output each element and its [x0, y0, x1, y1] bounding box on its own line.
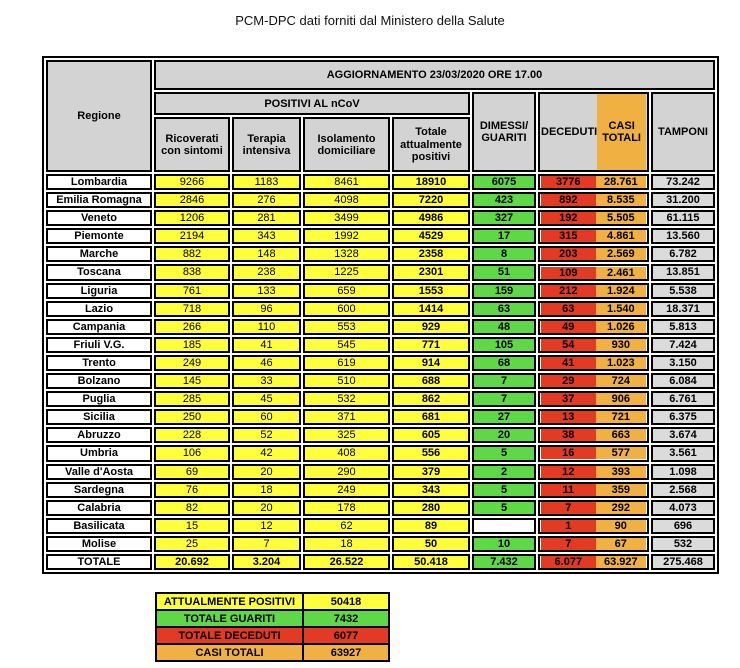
table-row: [46, 228, 715, 244]
region-cell: Trento: [46, 355, 152, 371]
deceduti-casi-cell: [538, 445, 649, 461]
covid-regions-table: [42, 56, 719, 574]
positivi-group-header: POSITIVI AL nCoV: [154, 92, 470, 115]
ricoverati-cell: 2194: [154, 228, 230, 244]
table-row: [46, 500, 715, 516]
casi-totali-cell: 4.861: [596, 230, 646, 242]
terapia-cell: 42: [232, 445, 301, 461]
isolamento-cell: 408: [303, 445, 390, 461]
tamponi-cell: 13.560: [651, 228, 715, 244]
summary-label: TOTALE DECEDUTI: [156, 627, 303, 644]
region-cell: Sardegna: [46, 482, 152, 498]
terapia-cell: 52: [232, 427, 301, 443]
deceduti-cell: 203: [541, 248, 596, 260]
ricoverati-cell: 1206: [154, 210, 230, 226]
ricoverati-cell: 228: [154, 427, 230, 443]
update-header: AGGIORNAMENTO 23/03/2020 ORE 17.00: [154, 60, 715, 90]
region-cell: Molise: [46, 536, 152, 552]
dimessi-guariti-cell: 68: [472, 355, 536, 371]
deceduti-casi-cell: [538, 301, 649, 317]
region-cell: Liguria: [46, 283, 152, 299]
table-row: [46, 409, 715, 425]
tamponi-cell: 3.561: [651, 445, 715, 461]
deceduti-cell: 7: [541, 538, 596, 550]
ricoverati-cell: 2846: [154, 192, 230, 208]
isolamento-cell: 8461: [303, 174, 390, 190]
isolamento-cell: 249: [303, 482, 390, 498]
totale-row: [46, 554, 715, 570]
table-row: [46, 210, 715, 226]
region-cell: Calabria: [46, 500, 152, 516]
deceduti-casi-cell: [538, 464, 649, 480]
isolamento-cell: 325: [303, 427, 390, 443]
table-row: [46, 319, 715, 335]
totale-positivi-cell: 688: [392, 373, 470, 389]
isolamento-cell: 178: [303, 500, 390, 516]
casi-totali-cell: 8.535: [596, 194, 646, 206]
deceduti-casi-cell: [538, 210, 649, 226]
ricoverati-cell: 20.692: [154, 554, 230, 570]
casi-totali-cell: 5.505: [596, 212, 646, 224]
ricoverati-cell: 761: [154, 283, 230, 299]
casi-totali-cell: 63.927: [596, 556, 646, 568]
dimessi-guariti-cell: 17: [472, 228, 536, 244]
terapia-cell: 3.204: [232, 554, 301, 570]
terapia-cell: 7: [232, 536, 301, 552]
isolamento-cell: 600: [303, 301, 390, 317]
deceduti-cell: 1: [541, 520, 596, 532]
tamponi-cell: 3.674: [651, 427, 715, 443]
region-cell: Umbria: [46, 445, 152, 461]
ricoverati-cell: 25: [154, 536, 230, 552]
isolamento-cell: 62: [303, 518, 390, 534]
table-row: [46, 518, 715, 534]
dimessi-guariti-cell: 20: [472, 427, 536, 443]
deceduti-casi-cell: [538, 409, 649, 425]
deceduti-casi-cell: [538, 536, 649, 552]
deceduti-cell: 892: [541, 194, 596, 206]
isolamento-cell: 1992: [303, 228, 390, 244]
tamponi-cell: 6.761: [651, 391, 715, 407]
tamponi-cell: 275.468: [651, 554, 715, 570]
deceduti-casi-cell: [538, 246, 649, 262]
deceduti-cell: 37: [541, 393, 596, 405]
table-row: [46, 427, 715, 443]
ricoverati-cell: 82: [154, 500, 230, 516]
region-cell: Basilicata: [46, 518, 152, 534]
region-cell: Emilia Romagna: [46, 192, 152, 208]
ricoverati-cell: 285: [154, 391, 230, 407]
tamponi-cell: 532: [651, 536, 715, 552]
region-cell: Piemonte: [46, 228, 152, 244]
table-row: [46, 301, 715, 317]
ricoverati-header: Ricoverati con sintomi: [154, 117, 230, 172]
deceduti-header: DECEDUTI: [541, 94, 597, 170]
terapia-cell: 12: [232, 518, 301, 534]
dimessi-guariti-header: DIMESSI/ GUARITI: [472, 92, 536, 172]
ricoverati-cell: 882: [154, 246, 230, 262]
casi-totali-cell: 1.026: [596, 321, 646, 333]
table-row: [46, 445, 715, 461]
deceduti-casi-cell: [538, 500, 649, 516]
table-row: [46, 246, 715, 262]
totale-positivi-cell: 379: [392, 464, 470, 480]
tamponi-cell: 6.782: [651, 246, 715, 262]
ricoverati-cell: 250: [154, 409, 230, 425]
summary-label: TOTALE GUARITI: [156, 610, 303, 627]
terapia-cell: 45: [232, 391, 301, 407]
casi-totali-header: CASI TOTALI: [597, 94, 646, 170]
deceduti-cell: 6.077: [541, 556, 596, 568]
ricoverati-cell: 185: [154, 337, 230, 353]
totale-positivi-cell: 89: [392, 518, 470, 534]
dimessi-guariti-cell: 5: [472, 482, 536, 498]
tamponi-cell: 13.851: [651, 264, 715, 280]
table-row: [46, 373, 715, 389]
terapia-intensiva-header: Terapia intensiva: [232, 117, 301, 172]
dimessi-guariti-cell: 5: [472, 500, 536, 516]
summary-row: [156, 627, 389, 644]
dimessi-guariti-cell: [472, 518, 536, 534]
dimessi-guariti-cell: 63: [472, 301, 536, 317]
deceduti-casi-cell: [538, 518, 649, 534]
casi-totali-cell: 393: [596, 466, 646, 478]
isolamento-cell: 371: [303, 409, 390, 425]
totale-positivi-cell: 771: [392, 337, 470, 353]
terapia-cell: 343: [232, 228, 301, 244]
deceduti-casi-header: [538, 92, 649, 172]
deceduti-casi-cell: [538, 174, 649, 190]
casi-totali-cell: 2.461: [596, 267, 646, 279]
terapia-cell: 148: [232, 246, 301, 262]
ricoverati-cell: 249: [154, 355, 230, 371]
terapia-cell: 20: [232, 500, 301, 516]
casi-totali-cell: 90: [596, 520, 646, 532]
deceduti-cell: 315: [541, 230, 596, 242]
region-cell: Lombardia: [46, 174, 152, 190]
casi-totali-cell: 1.023: [596, 357, 646, 369]
ricoverati-cell: 15: [154, 518, 230, 534]
terapia-cell: 276: [232, 192, 301, 208]
isolamento-header: Isolamento domiciliare: [303, 117, 390, 172]
casi-totali-cell: 663: [596, 429, 646, 441]
dimessi-guariti-cell: 5: [472, 445, 536, 461]
terapia-cell: 238: [232, 264, 301, 280]
deceduti-casi-cell: [538, 283, 649, 299]
region-cell: Veneto: [46, 210, 152, 226]
casi-totali-cell: 930: [596, 339, 646, 351]
summary-value: 6077: [303, 627, 389, 644]
dimessi-guariti-cell: 7: [472, 373, 536, 389]
deceduti-cell: 7: [541, 502, 596, 514]
totale-positivi-cell: 556: [392, 445, 470, 461]
isolamento-cell: 26.522: [303, 554, 390, 570]
deceduti-cell: 3776: [541, 176, 596, 188]
ricoverati-cell: 9266: [154, 174, 230, 190]
summary-value: 50418: [303, 593, 389, 610]
totale-positivi-cell: 2358: [392, 246, 470, 262]
totale-positivi-cell: 280: [392, 500, 470, 516]
dimessi-guariti-cell: 105: [472, 337, 536, 353]
dimessi-guariti-cell: 423: [472, 192, 536, 208]
totale-positivi-cell: 4529: [392, 228, 470, 244]
region-cell: Marche: [46, 246, 152, 262]
region-cell: Valle d'Aosta: [46, 464, 152, 480]
table-row: [46, 355, 715, 371]
isolamento-cell: 1225: [303, 264, 390, 280]
deceduti-casi-cell: [538, 192, 649, 208]
terapia-cell: 20: [232, 464, 301, 480]
summary-body: [156, 593, 389, 661]
deceduti-cell: 49: [541, 321, 596, 333]
terapia-cell: 33: [232, 373, 301, 389]
totale-positivi-cell: 7220: [392, 192, 470, 208]
summary-table: [155, 592, 390, 662]
dimessi-guariti-cell: 8: [472, 246, 536, 262]
totale-positivi-cell: 1414: [392, 301, 470, 317]
isolamento-cell: 545: [303, 337, 390, 353]
isolamento-cell: 3499: [303, 210, 390, 226]
dimessi-guariti-cell: 27: [472, 409, 536, 425]
casi-totali-cell: 292: [596, 502, 646, 514]
totale-positivi-cell: 50: [392, 536, 470, 552]
casi-totali-cell: 721: [596, 411, 646, 423]
totale-positivi-cell: 50.418: [392, 554, 470, 570]
terapia-cell: 18: [232, 482, 301, 498]
deceduti-cell: 192: [541, 212, 596, 224]
ricoverati-cell: 106: [154, 445, 230, 461]
deceduti-casi-cell: [538, 391, 649, 407]
deceduti-cell: 63: [541, 303, 596, 315]
tamponi-cell: 696: [651, 518, 715, 534]
region-cell: TOTALE: [46, 554, 152, 570]
table-row: [46, 192, 715, 208]
deceduti-cell: 38: [541, 429, 596, 441]
deceduti-casi-cell: [538, 427, 649, 443]
dimessi-guariti-cell: 159: [472, 283, 536, 299]
deceduti-casi-cell: [538, 319, 649, 335]
table-body: [46, 174, 715, 570]
deceduti-casi-cell: [538, 355, 649, 371]
isolamento-cell: 18: [303, 536, 390, 552]
region-cell: Lazio: [46, 301, 152, 317]
summary-label: CASI TOTALI: [156, 644, 303, 661]
summary-row: [156, 610, 389, 627]
tamponi-cell: 18.371: [651, 301, 715, 317]
region-cell: Sicilia: [46, 409, 152, 425]
isolamento-cell: 532: [303, 391, 390, 407]
casi-totali-cell: 577: [596, 447, 646, 459]
tamponi-cell: 3.150: [651, 355, 715, 371]
totale-positivi-cell: 681: [392, 409, 470, 425]
deceduti-casi-cell: [538, 554, 649, 570]
summary-value: 7432: [303, 610, 389, 627]
casi-totali-cell: 724: [596, 375, 646, 387]
terapia-cell: 110: [232, 319, 301, 335]
dimessi-guariti-cell: 48: [472, 319, 536, 335]
totale-positivi-cell: 4986: [392, 210, 470, 226]
isolamento-cell: 4098: [303, 192, 390, 208]
summary-value: 63927: [303, 644, 389, 661]
isolamento-cell: 659: [303, 283, 390, 299]
casi-totali-cell: 906: [596, 393, 646, 405]
deceduti-cell: 54: [541, 339, 596, 351]
totale-positivi-cell: 2301: [392, 264, 470, 280]
table-row: [46, 482, 715, 498]
deceduti-casi-cell: [538, 264, 649, 280]
ricoverati-cell: 718: [154, 301, 230, 317]
region-cell: Toscana: [46, 264, 152, 280]
dimessi-guariti-cell: 2: [472, 464, 536, 480]
summary-row: [156, 644, 389, 661]
summary-row: [156, 593, 389, 610]
terapia-cell: 133: [232, 283, 301, 299]
tamponi-cell: 7.424: [651, 337, 715, 353]
deceduti-cell: 41: [541, 357, 596, 369]
region-cell: Abruzzo: [46, 427, 152, 443]
tamponi-cell: 73.242: [651, 174, 715, 190]
terapia-cell: 281: [232, 210, 301, 226]
table-row: [46, 264, 715, 280]
casi-totali-cell: 1.924: [596, 285, 646, 297]
isolamento-cell: 510: [303, 373, 390, 389]
region-cell: Campania: [46, 319, 152, 335]
ricoverati-cell: 838: [154, 264, 230, 280]
terapia-cell: 60: [232, 409, 301, 425]
tamponi-cell: 5.813: [651, 319, 715, 335]
deceduti-cell: 29: [541, 375, 596, 387]
casi-totali-cell: 67: [596, 538, 646, 550]
tamponi-header: TAMPONI: [651, 92, 715, 172]
deceduti-cell: 12: [541, 466, 596, 478]
isolamento-cell: 290: [303, 464, 390, 480]
dimessi-guariti-cell: 327: [472, 210, 536, 226]
deceduti-casi-cell: [538, 228, 649, 244]
terapia-cell: 96: [232, 301, 301, 317]
totale-positivi-cell: 1553: [392, 283, 470, 299]
casi-totali-cell: 2.569: [596, 248, 646, 260]
region-cell: Friuli V.G.: [46, 337, 152, 353]
deceduti-cell: 11: [541, 484, 596, 496]
ricoverati-cell: 69: [154, 464, 230, 480]
table-row: [46, 337, 715, 353]
table-row: [46, 536, 715, 552]
tamponi-cell: 4.073: [651, 500, 715, 516]
isolamento-cell: 619: [303, 355, 390, 371]
totale-positivi-cell: 18910: [392, 174, 470, 190]
deceduti-cell: 16: [541, 447, 596, 459]
tamponi-cell: 6.084: [651, 373, 715, 389]
deceduti-casi-cell: [538, 373, 649, 389]
totale-positivi-header: Totale attualmente positivi: [392, 117, 470, 172]
region-column-header: Regione: [46, 60, 152, 172]
tamponi-cell: 6.375: [651, 409, 715, 425]
dimessi-guariti-cell: 51: [472, 264, 536, 280]
page-title: PCM-DPC dati forniti dal Ministero della Salute: [235, 13, 505, 28]
totale-positivi-cell: 914: [392, 355, 470, 371]
region-cell: Puglia: [46, 391, 152, 407]
ricoverati-cell: 266: [154, 319, 230, 335]
deceduti-casi-cell: [538, 482, 649, 498]
region-cell: Bolzano: [46, 373, 152, 389]
ricoverati-cell: 145: [154, 373, 230, 389]
deceduti-cell: 212: [541, 285, 596, 297]
tamponi-cell: 1.098: [651, 464, 715, 480]
tamponi-cell: 2.568: [651, 482, 715, 498]
deceduti-cell: 109: [541, 267, 596, 279]
dimessi-guariti-cell: 10: [472, 536, 536, 552]
tamponi-cell: 31.200: [651, 192, 715, 208]
dimessi-guariti-cell: 7.432: [472, 554, 536, 570]
totale-positivi-cell: 929: [392, 319, 470, 335]
ricoverati-cell: 76: [154, 482, 230, 498]
table-row: [46, 464, 715, 480]
tamponi-cell: 61.115: [651, 210, 715, 226]
dimessi-guariti-cell: 7: [472, 391, 536, 407]
totale-positivi-cell: 343: [392, 482, 470, 498]
terapia-cell: 1183: [232, 174, 301, 190]
casi-totali-cell: 1.540: [596, 303, 646, 315]
casi-totali-cell: 28.761: [596, 176, 646, 188]
dimessi-guariti-cell: 6075: [472, 174, 536, 190]
terapia-cell: 41: [232, 337, 301, 353]
terapia-cell: 46: [232, 355, 301, 371]
deceduti-cell: 13: [541, 411, 596, 423]
summary-label: ATTUALMENTE POSITIVI: [156, 593, 303, 610]
table-row: [46, 283, 715, 299]
totale-positivi-cell: 605: [392, 427, 470, 443]
isolamento-cell: 553: [303, 319, 390, 335]
isolamento-cell: 1328: [303, 246, 390, 262]
deceduti-casi-cell: [538, 337, 649, 353]
totale-positivi-cell: 862: [392, 391, 470, 407]
table-row: [46, 174, 715, 190]
table-row: [46, 391, 715, 407]
tamponi-cell: 5.538: [651, 283, 715, 299]
casi-totali-cell: 359: [596, 484, 646, 496]
